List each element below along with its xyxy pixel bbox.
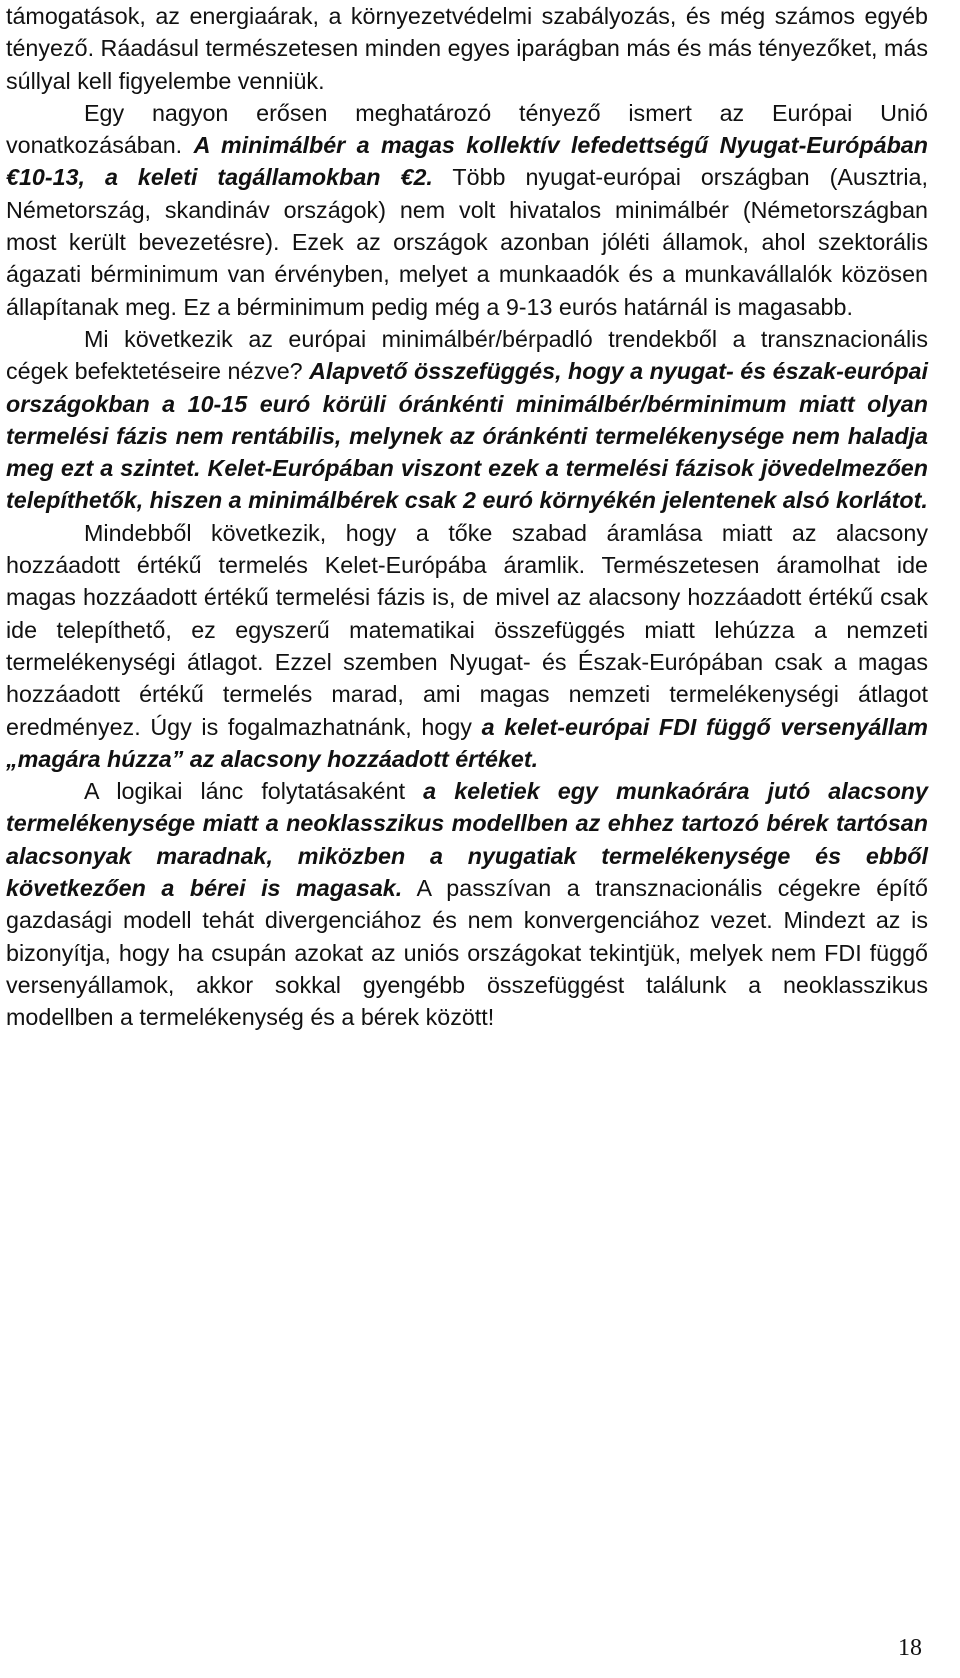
paragraph-4-emphasis: a kelet-európai FDI függő versenyállam „magára húzza” az alacsony hozzáadott értéket. [6, 713, 928, 772]
paragraph-5 [6, 775, 928, 1033]
paragraph-2-text: Egy nagyon erősen meghatározó tényező ismert az Európai Unió vonatkozásában. [6, 99, 928, 159]
paragraph-5-text: A logikai lánc folytatásaként [84, 778, 424, 805]
document-body [6, 0, 928, 1034]
page-number: 18 [898, 1635, 922, 1661]
paragraph-4-text: Mindebből következik, hogy a tőke szabad áramlása miatt az alacsony hozzáadott értékű termelés Kelet-Európába áramlik. Természetesen áramolhat ide magas hozzáadott értékű termelési fázis is, de mivel az alacsony hozzáadott értékű csak ide telepíthető, ez egyszerű matematikai összefüggés miatt lehúzza a nemzeti termelékenységi átlagot. Ezzel szemben Nyugat- és Észak-Európában csak a magas hozzáadott értékű termelés marad, ami magas nemzeti termelékenységi átlagot eredményez. Úgy is fogalmazhatnánk, hogy [6, 519, 928, 740]
paragraph-3-emphasis: Alapvető összefüggés, hogy a nyugat- és észak-európai országokban a 10-15 euró körüli óránkénti minimálbér/bérminimum miatt olyan termelési fázis nem rentábilis, melynek az óránkénti termelékenysége nem haladja meg ezt a szintet. Kelet-Európában viszont ezek a termelési fázisok jövedelmezően telepíthetők, hiszen a minimálbérek csak 2 euró környékén jelentenek alsó korlátot. [6, 358, 928, 514]
paragraph-1 [6, 0, 928, 97]
paragraph-3 [6, 323, 928, 517]
paragraph-5-emphasis: a keletiek egy munkaórára jutó alacsony termelékenysége miatt a neoklasszikus modellben az ehhez tartozó bérek tartósan alacsonyak maradnak, miközben a nyugatiak termelékenysége és ebből következően a bérei is magasak. [6, 778, 928, 902]
paragraph-1-text: támogatások, az energiaárak, a környezetvédelmi szabályozás, és még számos egyéb tényező. Ráadásul természetesen minden egyes iparágban más és más tényezőket, más súllyal kell figyelembe venniük. [6, 3, 929, 94]
paragraph-4 [6, 517, 928, 775]
paragraph-5-text-cont: A passzívan a transznacionális cégekre építő gazdasági modell tehát divergenciához és nem konvergenciához vezet. Mindezt az is bizonyítja, hogy ha csupán azokat az uniós országokat tekintjük, melyek nem FDI függő versenyállamok, akkor sokkal gyengébb összefüggést találunk a neoklasszikus modellben a termelékenység és a bérek között! [6, 875, 929, 1031]
paragraph-2-text-cont: Több nyugat-európai országban (Ausztria, Németország, skandináv országok) nem volt hivatalos minimálbér (Németországban most került bevezetésre). Ezek az országok azonban jóléti államok, ahol szektorális ágazati bérminimum van érvényben, melyet a munkaadók és a munkavállalók közösen állapítanak meg. Ez a bérminimum pedig még a 9-13 eurós határnál is magasabb. [6, 164, 928, 320]
paragraph-2 [6, 97, 928, 323]
paragraph-2-emphasis: A minimálbér a magas kollektív lefedettségű Nyugat-Európában €10-13, a keleti tagállamokban €2. [6, 132, 928, 191]
paragraph-3-text: Mi következik az európai minimálbér/bérpadló trendekből a transznacionális cégek befektetéseire nézve? [6, 325, 928, 385]
